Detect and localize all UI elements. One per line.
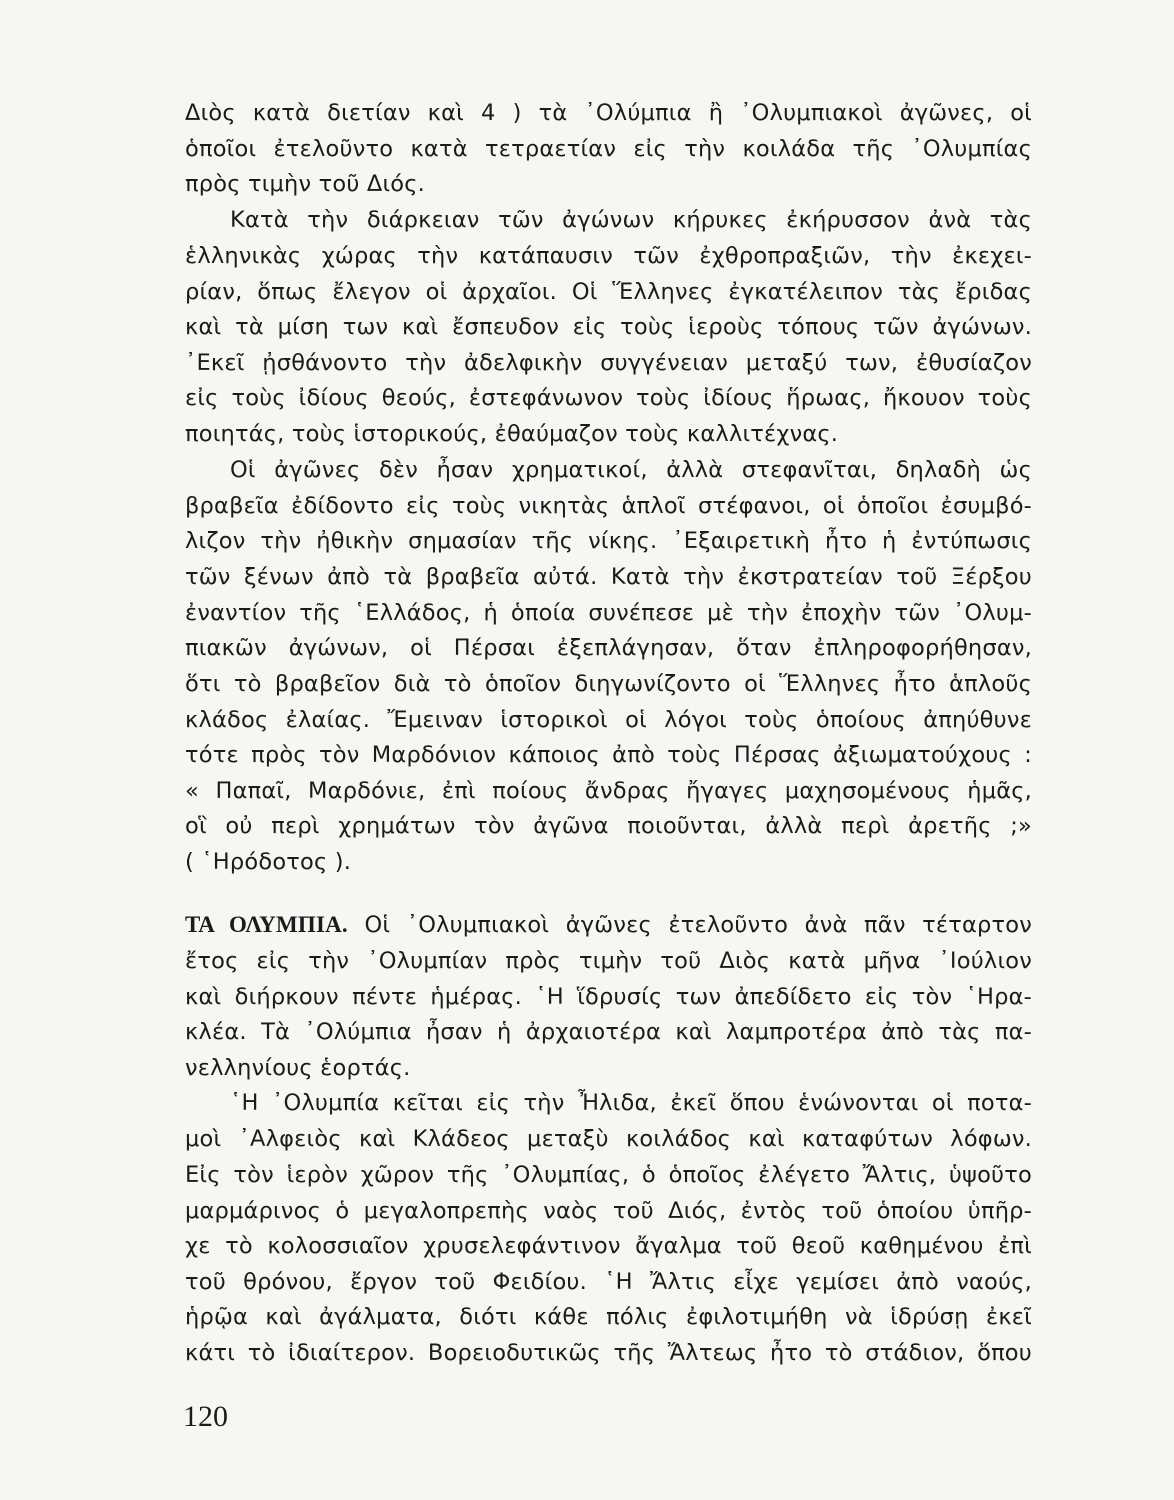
text-line: ὅτι τὸ βραβεῖον διὰ τὸ ὁποῖον διηγωνίζοντο οἱ Ἕλληνες ἦτο ἁπλοῦς bbox=[185, 671, 1032, 697]
text-line: καὶ τὰ μίση των καὶ ἔσπευδον εἰς τοὺς ἱεροὺς τόπους τῶν ἀγώνων. bbox=[185, 314, 1032, 340]
text-line: πιακῶν ἀγώνων, οἱ Πέρσαι ἐξεπλάγησαν, ὅταν ἐπληροφορήθησαν, bbox=[185, 635, 1032, 661]
text-line: κάτι τὸ ἰδιαίτερον. Βορειοδυτικῶς τῆς Ἄλτεως ἦτο τὸ στάδιον, ὅπου bbox=[185, 1340, 1032, 1366]
text-line: ( ῾Ηρόδοτος ). bbox=[185, 849, 352, 875]
text-line: ποιητάς, τοὺς ἱστορικούς, ἐθαύμαζον τοὺς καλλιτέχνας. bbox=[185, 421, 839, 447]
page-number: 120 bbox=[183, 1400, 228, 1433]
text-line: ἔτος εἰς τὴν ᾿Ολυμπίαν πρὸς τιμὴν τοῦ Διὸς κατὰ μῆνα ᾿Ιούλιον bbox=[185, 948, 1032, 974]
text-line: Κατὰ τὴν διάρκειαν τῶν ἀγώνων κήρυκες ἐκήρυσσον ἀνὰ τὰς bbox=[230, 207, 1032, 233]
section-heading: ΤΑ ΟΛΥΜΠΙΑ. bbox=[185, 912, 348, 937]
text-line: ρίαν, ὅπως ἔλεγον οἱ ἀρχαῖοι. Οἱ Ἕλληνες ἐγκατέλειπον τὰς ἔριδας bbox=[185, 279, 1032, 305]
text-line: Διὸς κατὰ διετίαν καὶ 4 ) τὰ ᾿Ολύμπια ἢ ᾿Ολυμπιακοὶ ἀγῶνες, οἱ bbox=[185, 100, 1032, 126]
text-line: ὁποῖοι ἐτελοῦντο κατὰ τετραετίαν εἰς τὴν κοιλάδα τῆς ᾿Ολυμπίας bbox=[185, 136, 1032, 162]
text-line: λιζον τὴν ἠθικὴν σημασίαν τῆς νίκης. ᾿Εξαιρετικὴ ἦτο ἡ ἐντύπωσις bbox=[185, 528, 1032, 554]
text-line: ἑλληνικὰς χώρας τὴν κατάπαυσιν τῶν ἐχθροπραξιῶν, τὴν ἐκεχει- bbox=[185, 243, 1032, 269]
text-line: κλέα. Τὰ ᾿Ολύμπια ἦσαν ἡ ἀρχαιοτέρα καὶ λαμπροτέρα ἀπὸ τὰς πα- bbox=[185, 1019, 1032, 1045]
text-line: ῾Η ᾿Ολυμπία κεῖται εἰς τὴν Ἦλιδα, ἐκεῖ ὅπου ἑνώνονται οἱ ποτα- bbox=[230, 1090, 1032, 1116]
text-line: βραβεῖα ἐδίδοντο εἰς τοὺς νικητὰς ἁπλοῖ στέφανοι, οἱ ὁποῖοι ἐσυμβό- bbox=[185, 493, 1032, 519]
text-line: πρὸς τιμὴν τοῦ Διός. bbox=[185, 171, 426, 197]
section-heading-line bbox=[185, 910, 1032, 940]
text-line: νελληνίους ἑορτάς. bbox=[185, 1055, 411, 1081]
text-line: μοὶ ᾿Αλφειὸς καὶ Κλάδεος μεταξὺ κοιλάδος καὶ καταφύτων λόφων. bbox=[185, 1126, 1032, 1152]
text-line: « Παπαῖ, Μαρδόνιε, ἐπὶ ποίους ἄνδρας ἤγαγες μαχησομένους ἡμᾶς, bbox=[185, 778, 1032, 804]
line-text: Οἱ ᾿Ολυμπιακοὶ ἀγῶνες ἐτελοῦντο ἀνὰ πᾶν τέταρτον bbox=[364, 912, 1033, 938]
text-line: ἡρῷα καὶ ἀγάλματα, διότι κάθε πόλις ἐφιλοτιμήθη νὰ ἱδρύσῃ ἐκεῖ bbox=[185, 1304, 1032, 1330]
text-line: τῶν ξένων ἀπὸ τὰ βραβεῖα αὐτά. Κατὰ τὴν ἐκστρατείαν τοῦ Ξέρξου bbox=[185, 564, 1032, 590]
text-line: ᾿Εκεῖ ᾐσθάνοντο τὴν ἀδελφικὴν συγγένειαν μεταξύ των, ἐθυσίαζον bbox=[185, 350, 1032, 376]
text-line: ἐναντίον τῆς ῾Ελλάδος, ἡ ὁποία συνέπεσε μὲ τὴν ἐποχὴν τῶν ᾿Ολυμ- bbox=[185, 600, 1032, 626]
text-line: μαρμάρινος ὁ μεγαλοπρεπὴς ναὸς τοῦ Διός, ἐντὸς τοῦ ὁποίου ὑπῆρ- bbox=[185, 1198, 1032, 1224]
text-line: εἰς τοὺς ἰδίους θεούς, ἐστεφάνωνον τοὺς ἰδίους ἥρωας, ἤκουον τοὺς bbox=[185, 385, 1032, 411]
text-line: Εἰς τὸν ἱερὸν χῶρον τῆς ᾿Ολυμπίας, ὁ ὁποῖος ἐλέγετο Ἄλτις, ὑψοῦτο bbox=[185, 1162, 1032, 1188]
text-line: χε τὸ κολοσσιαῖον χρυσελεφάντινον ἄγαλμα τοῦ θεοῦ καθημένου ἐπὶ bbox=[185, 1233, 1032, 1259]
text-line: καὶ διήρκουν πέντε ἡμέρας. ῾Η ἵδρυσίς των ἀπεδίδετο εἰς τὸν ῾Ηρα- bbox=[185, 984, 1032, 1010]
text-line: τοῦ θρόνου, ἔργον τοῦ Φειδίου. ῾Η Ἄλτις εἶχε γεμίσει ἀπὸ ναούς, bbox=[185, 1269, 1032, 1295]
text-line: τότε πρὸς τὸν Μαρδόνιον κάποιος ἀπὸ τοὺς Πέρσας ἀξιωματούχους : bbox=[185, 742, 1032, 768]
text-line: Οἱ ἀγῶνες δὲν ἦσαν χρηματικοί, ἀλλὰ στεφανῖται, δηλαδὴ ὡς bbox=[230, 457, 1032, 483]
text-line: οἳ οὐ περὶ χρημάτων τὸν ἀγῶνα ποιοῦνται, ἀλλὰ περὶ ἀρετῆς ;» bbox=[185, 813, 1032, 839]
text-line: κλάδος ἐλαίας. Ἔμειναν ἱστορικοὶ οἱ λόγοι τοὺς ὁποίους ἀπηύθυνε bbox=[185, 707, 1032, 733]
